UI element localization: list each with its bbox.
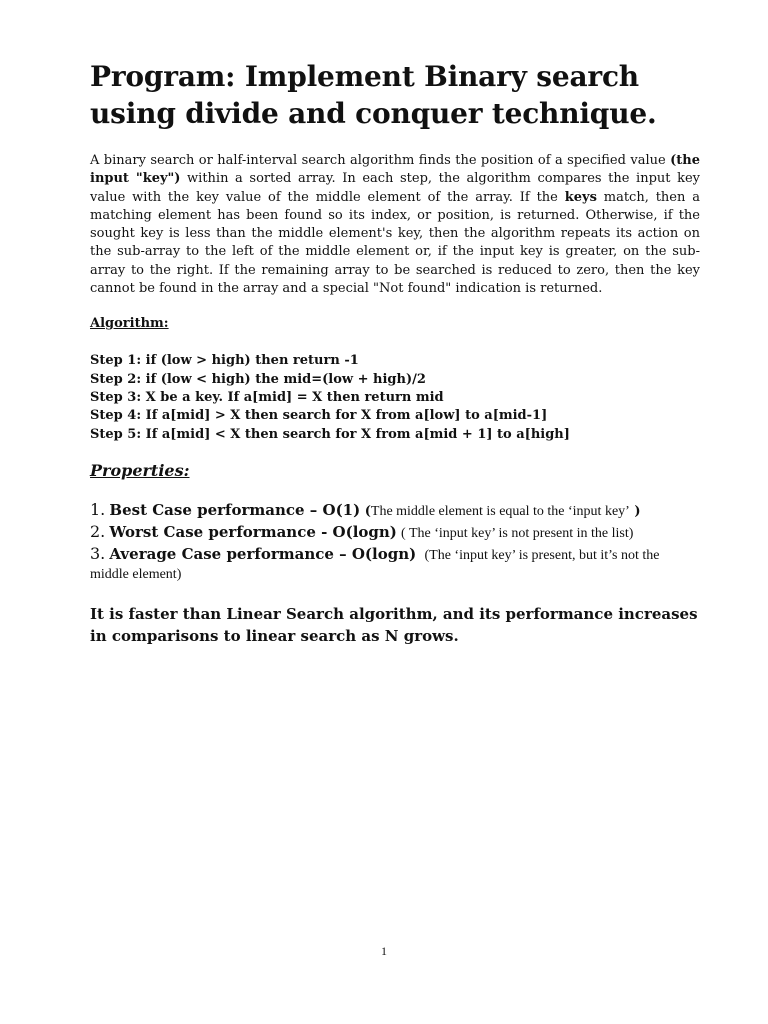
property-name: Average Case performance – O(logn) xyxy=(109,544,417,563)
intro-text-2: within a sorted array. In each step, the algorithm compares the input key value with the key value of the middle element of the array. If the xyxy=(90,171,700,205)
properties-heading: Properties: xyxy=(90,460,190,480)
algorithm-step: Step 4: If a[mid] > X then search for X from a[low] to a[mid-1] xyxy=(90,408,548,424)
document-page xyxy=(90,58,700,647)
property-name: Best Case performance – O(1) xyxy=(109,500,361,519)
algorithm-step: Step 1: if (low > high) then return -1 xyxy=(90,353,359,369)
algorithm-step: Step 3: X be a key. If a[mid] = X then return mid xyxy=(90,389,444,405)
algorithm-step: Step 2: if (low < high) the mid=(low + high)/2 xyxy=(90,371,426,387)
algorithm-steps xyxy=(90,352,700,443)
property-item xyxy=(90,500,700,521)
properties-list xyxy=(90,500,700,584)
property-number: 2. xyxy=(90,521,106,541)
page-number: 1 xyxy=(381,944,387,958)
algorithm-step: Step 5: If a[mid] < X then search for X from a[mid + 1] to a[high] xyxy=(90,426,570,442)
algorithm-heading: Algorithm: xyxy=(90,316,169,332)
property-note: The middle element is equal to the ‘input key’ xyxy=(370,503,630,519)
page-title: Program: Implement Binary search using divide and conquer technique. xyxy=(90,60,657,130)
intro-bold-keys: keys xyxy=(564,189,597,205)
intro-text-3: match, then a matching element has been found so its index, or position, is returned. Otherwise, if the sought key is less than the middle element's key, then the algorithm repeats its action on the sub-array to the left of the middle element or, if the input key is greater, on the sub-array to the right. If the remaining array to be searched is reduced to zero, then the key cannot be found in the array and a special "Not found" indication is returned. xyxy=(90,189,700,297)
conclusion-text: It is faster than Linear Search algorithm, and its performance increases in comparisons to linear search as N grows. xyxy=(90,604,698,645)
property-note: ( The ‘input key’ is not present in the list) xyxy=(401,525,634,541)
property-name: Worst Case performance - O(logn) xyxy=(109,522,397,541)
property-number: 3. xyxy=(90,543,106,563)
property-item xyxy=(90,544,700,584)
intro-text-1: A binary search or half-interval search algorithm finds the position of a specified value xyxy=(90,153,671,168)
property-open-paren: ( xyxy=(360,503,371,519)
property-number: 1. xyxy=(90,499,106,519)
property-item xyxy=(90,522,700,543)
intro-bold-input-key: (the input "key") xyxy=(90,153,700,187)
property-note: (The ‘input key’ is present, but it’s not the middle element) xyxy=(90,547,660,582)
intro-paragraph xyxy=(90,152,700,298)
property-close-paren: ) xyxy=(629,503,641,519)
